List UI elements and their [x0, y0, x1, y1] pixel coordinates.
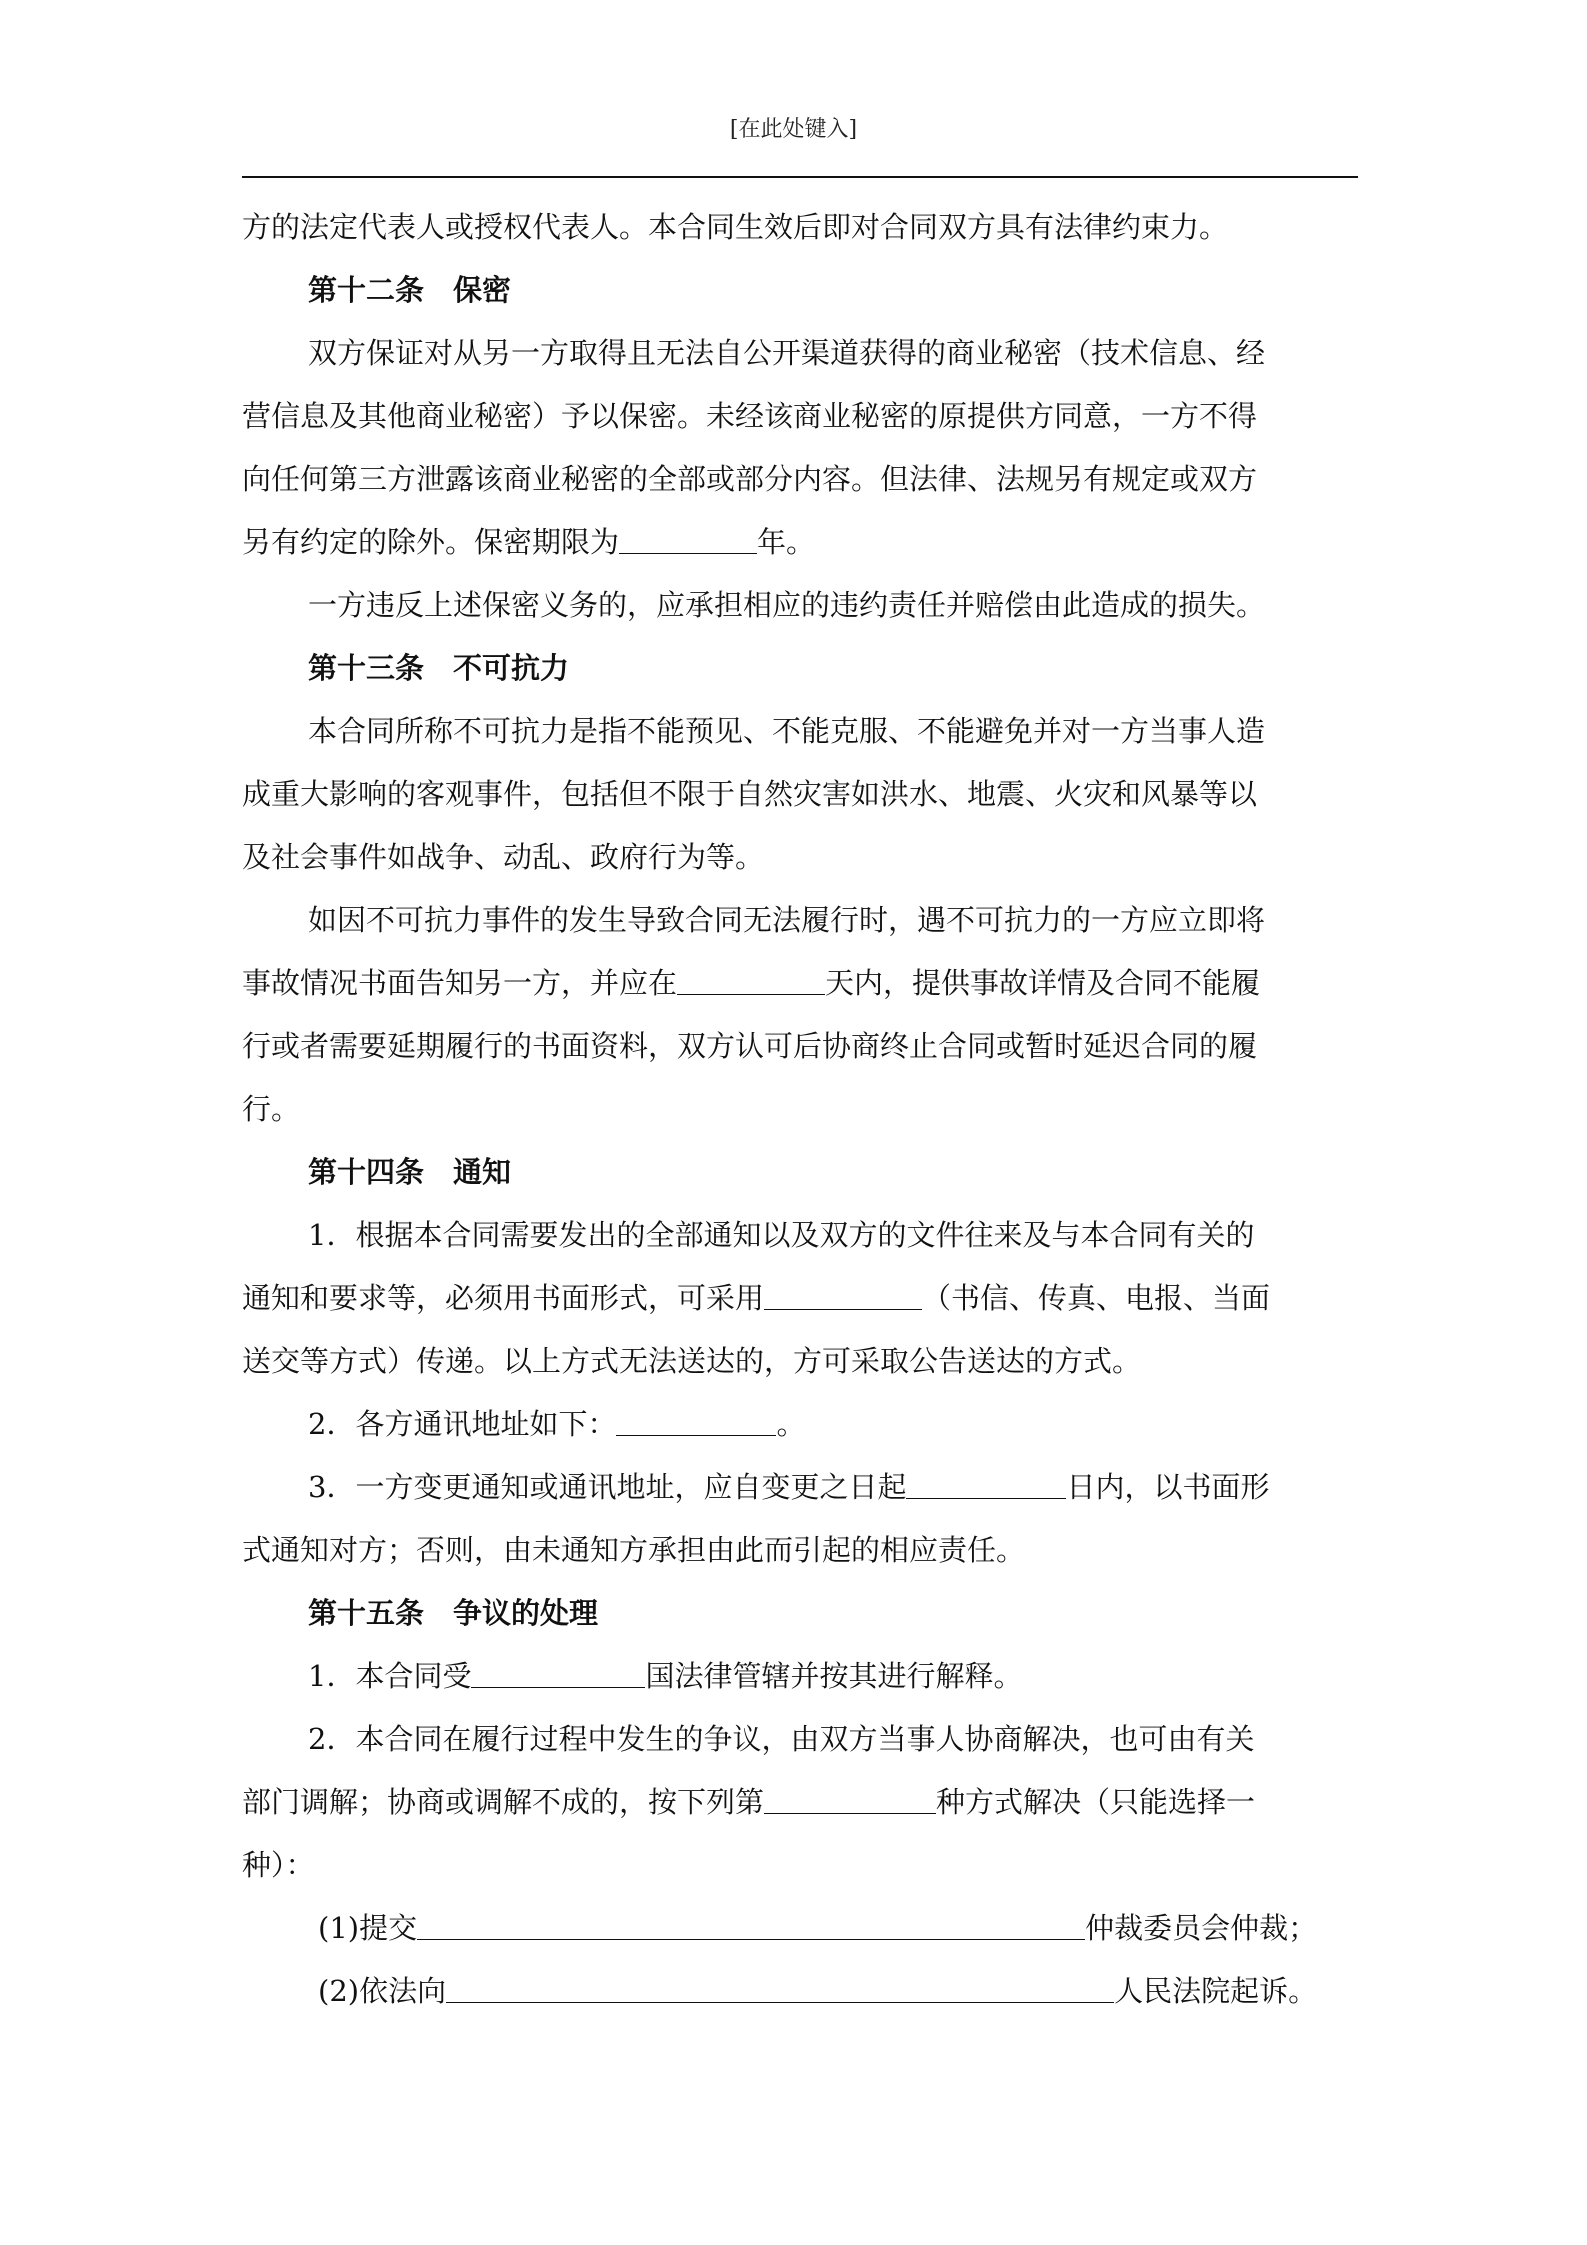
text-line: 及社会事件如战争、动乱、政府行为等。 [242, 840, 765, 874]
fill-blank-address[interactable] [616, 1399, 776, 1436]
text: 部门调解；协商或调解不成的，按下列第 [242, 1785, 765, 1819]
text-line: 行。 [242, 1092, 301, 1126]
document-body [242, 196, 1358, 2023]
text-line [242, 1645, 1358, 1708]
text: 1．本合同受 [308, 1659, 472, 1693]
header-rule [242, 176, 1358, 178]
fill-blank-days[interactable] [677, 958, 825, 995]
text: 方的法定代表人或授权代表人。本合同生效后即对合同双方具有法律约束力。 [242, 210, 1229, 244]
text-line: 向任何第三方泄露该商业秘密的全部或部分内容。但法律、法规另有规定或双方 [242, 462, 1258, 496]
text-line: 式通知对方；否则，由未通知方承担由此而引起的相应责任。 [242, 1533, 1026, 1567]
fill-blank-notice-method[interactable] [764, 1273, 922, 1310]
text-line [242, 1960, 1358, 2023]
text-line: 行或者需要延期履行的书面资料，双方认可后协商终止合同或暂时延迟合同的履 [242, 1029, 1258, 1063]
text: 种方式解决（只能选择一 [936, 1785, 1256, 1819]
text-line: 1．根据本合同需要发出的全部通知以及双方的文件往来及与本合同有关的 [308, 1218, 1255, 1252]
text: (2)依法向 [318, 1974, 447, 2008]
text: 人民法院起诉。 [1114, 1974, 1318, 2008]
text: 。 [776, 1407, 806, 1441]
fill-blank-change-days[interactable] [906, 1462, 1066, 1499]
text: （书信、传真、电报、当面 [922, 1281, 1271, 1315]
text: 国法律管辖并按其进行解释。 [645, 1659, 1023, 1693]
text: 天内，提供事故详情及合同不能履 [825, 966, 1261, 1000]
page-header: [在此处键入] [729, 117, 858, 142]
text: 事故情况书面告知另一方，并应在 [242, 966, 678, 1000]
text: 2．各方通讯地址如下： [308, 1407, 617, 1441]
text-line [242, 196, 1358, 259]
section-heading-13: 第十三条 不可抗力 [308, 651, 570, 685]
fill-blank-secrecy-years[interactable] [619, 517, 757, 554]
section-heading-15: 第十五条 争议的处理 [308, 1596, 599, 1630]
text-line: 营信息及其他商业秘密）予以保密。未经该商业秘密的原提供方同意，一方不得 [242, 399, 1258, 433]
text: 日内，以书面形 [1066, 1470, 1270, 1504]
text: 另有约定的除外。保密期限为 [242, 525, 620, 559]
text-line: 如因不可抗力事件的发生导致合同无法履行时，遇不可抗力的一方应立即将 [308, 903, 1266, 937]
section-heading-12: 第十二条 保密 [308, 273, 512, 307]
fill-blank-governing-law[interactable] [471, 1651, 645, 1688]
text-line [242, 1897, 1358, 1960]
section-heading-14: 第十四条 通知 [308, 1155, 512, 1189]
text-line: 一方违反上述保密义务的，应承担相应的违约责任并赔偿由此造成的损失。 [308, 588, 1266, 622]
text: 仲裁委员会仲裁； [1085, 1911, 1318, 1945]
text-line [242, 1456, 1358, 1519]
text-line: 种）： [242, 1848, 315, 1882]
text-line [242, 1267, 1358, 1330]
text-line: 本合同所称不可抗力是指不能预见、不能克服、不能避免并对一方当事人造 [308, 714, 1266, 748]
fill-blank-court[interactable] [446, 1966, 1114, 2003]
text-line [242, 1771, 1358, 1834]
text: (1)提交 [318, 1911, 418, 1945]
text-line [242, 511, 1358, 574]
text-line: 送交等方式）传递。以上方式无法送达的，方可采取公告送达的方式。 [242, 1344, 1142, 1378]
text: 通知和要求等，必须用书面形式，可采用 [242, 1281, 765, 1315]
text-line: 双方保证对从另一方取得且无法自公开渠道获得的商业秘密（技术信息、经 [308, 336, 1266, 370]
text-line: 成重大影响的客观事件，包括但不限于自然灾害如洪水、地震、火灾和风暴等以 [242, 777, 1258, 811]
text-line [242, 952, 1358, 1015]
text-line: 2．本合同在履行过程中发生的争议，由双方当事人协商解决，也可由有关 [308, 1722, 1255, 1756]
text: 3．一方变更通知或通讯地址，应自变更之日起 [308, 1470, 907, 1504]
text-line [242, 1393, 1358, 1456]
fill-blank-arbitration-commission[interactable] [417, 1903, 1085, 1940]
fill-blank-resolution-choice[interactable] [764, 1777, 936, 1814]
text: 年。 [757, 525, 816, 559]
